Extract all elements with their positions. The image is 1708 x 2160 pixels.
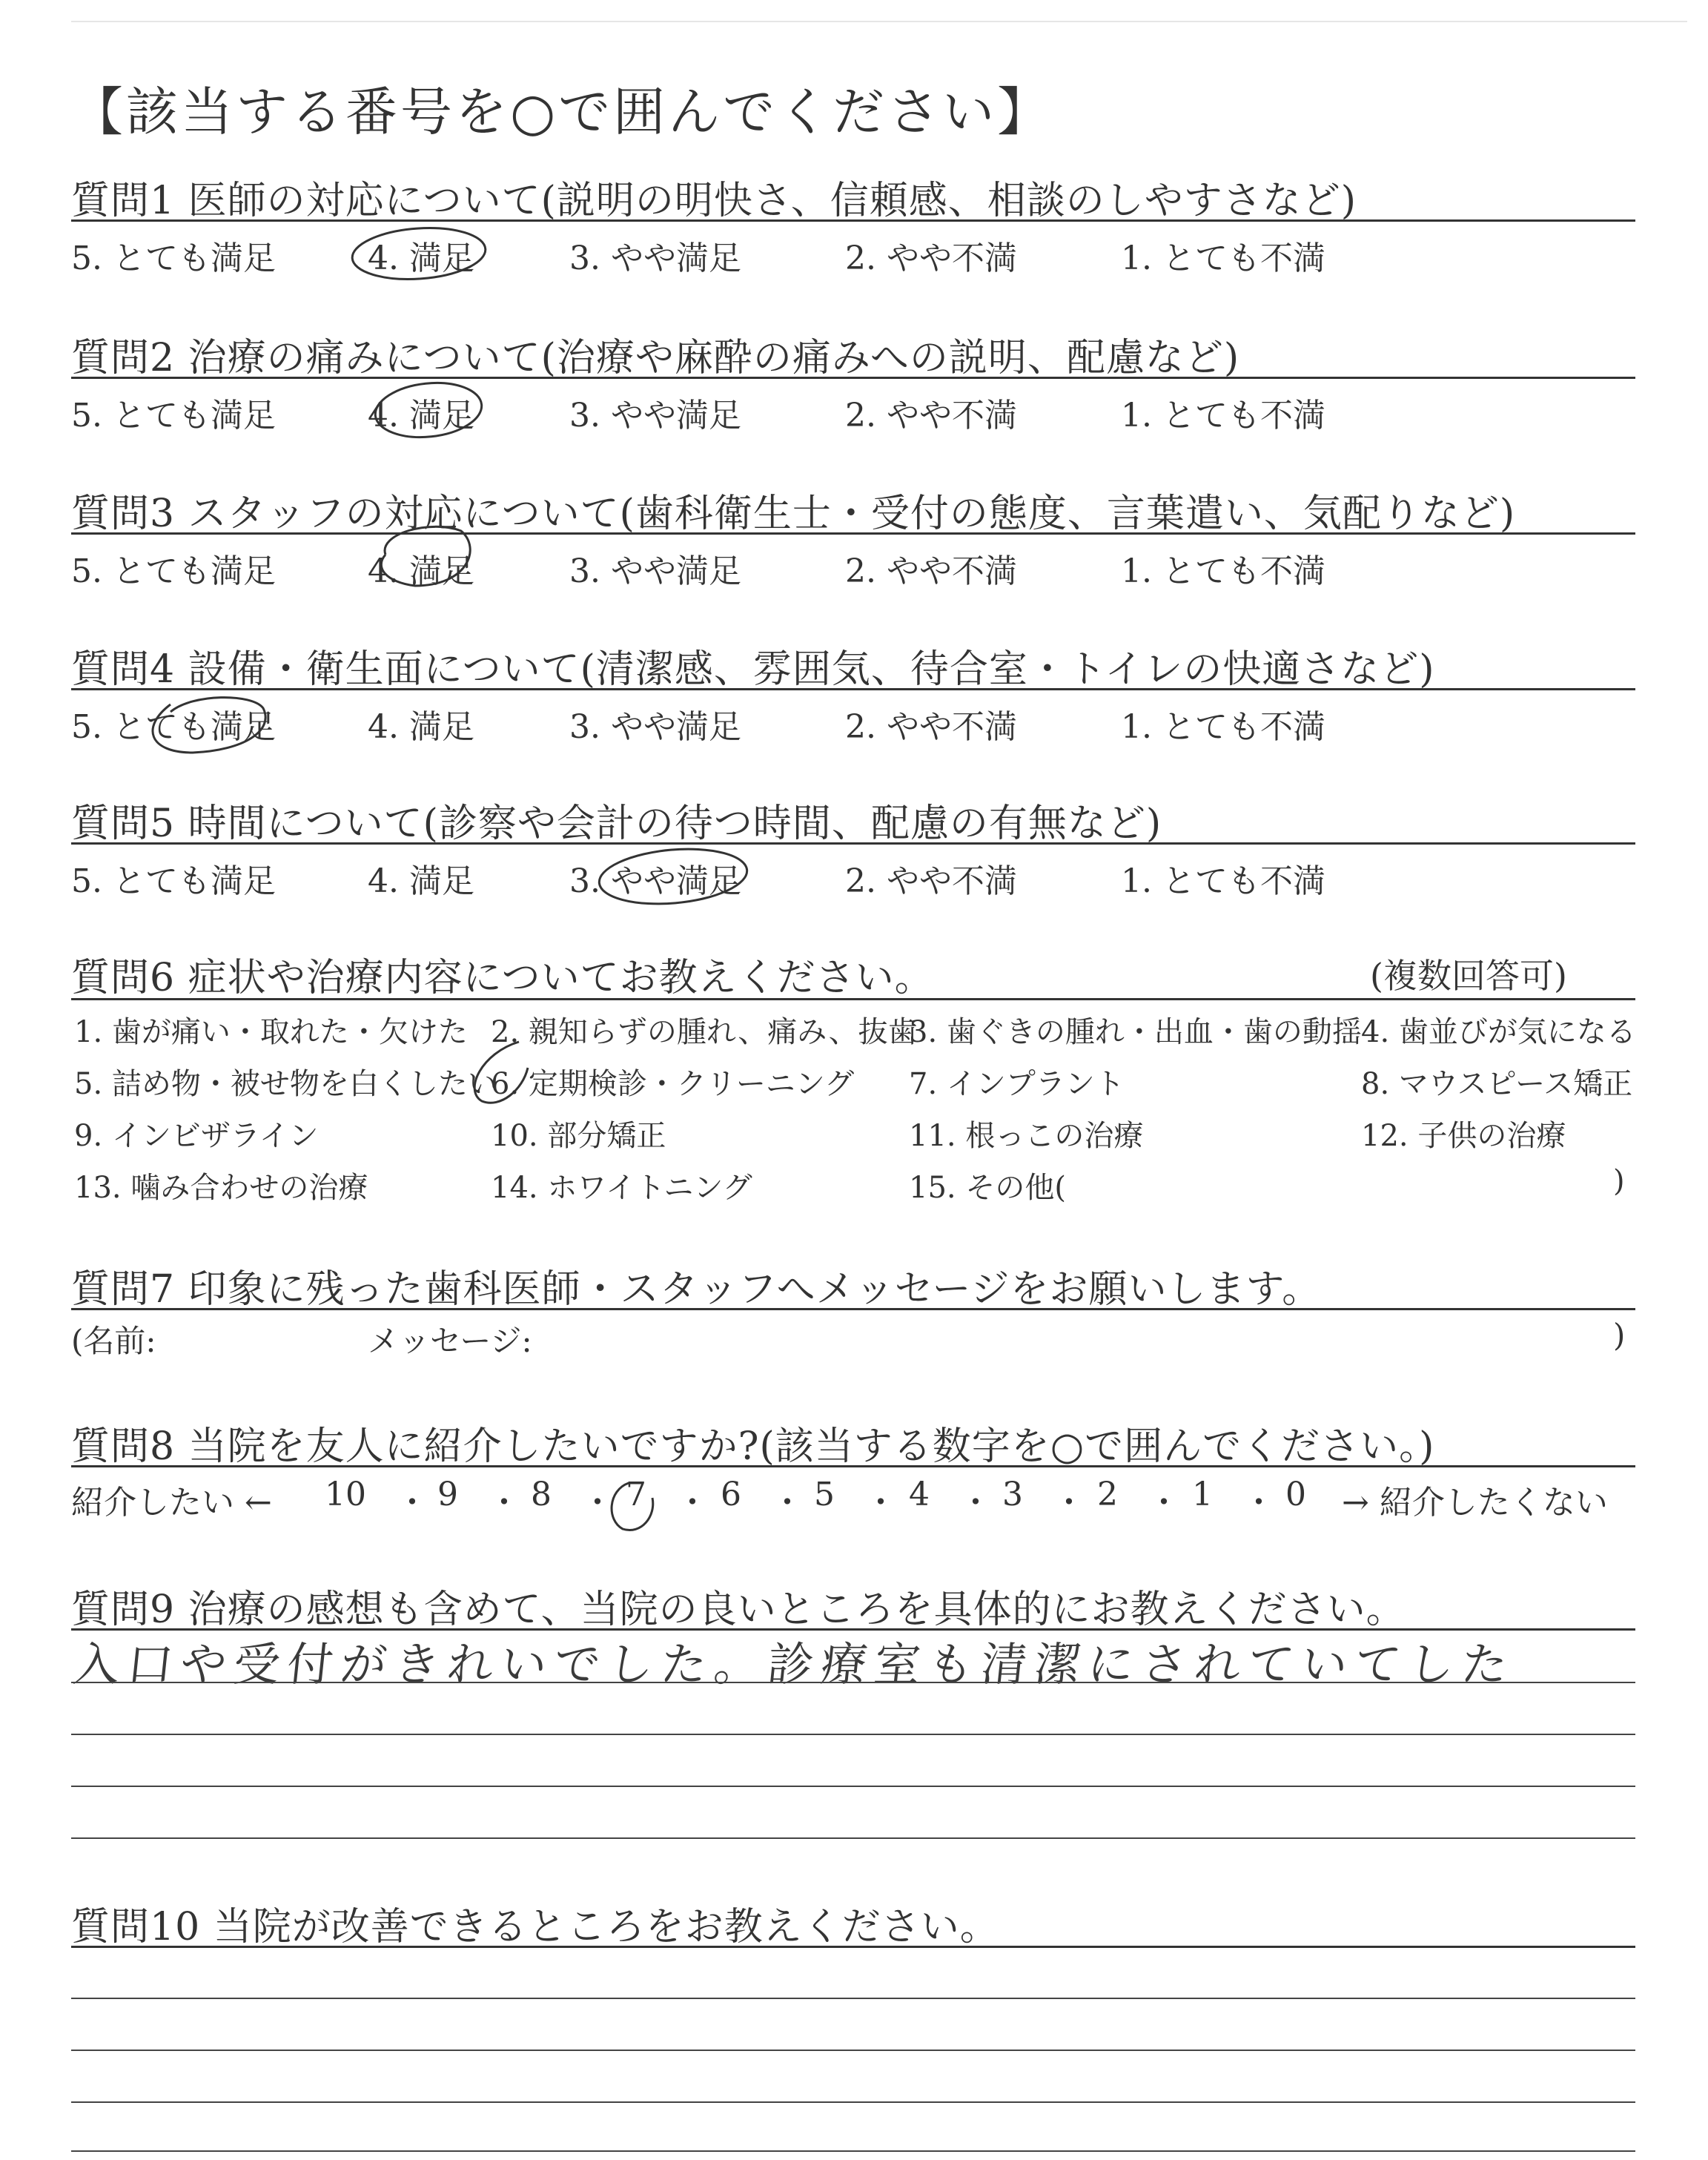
scale-number[interactable]: 6 [721,1476,741,1513]
option-2[interactable]: 2. やや不満 [845,552,1017,590]
question-6-label: 質問6 症状や治療内容についてお教えください。 [71,956,934,1000]
symptom-option[interactable]: 11. 根っこの治療 [909,1119,1144,1153]
option-2[interactable]: 2. やや不満 [845,708,1017,746]
question-5-label: 質問5 時間について(診察や会計の待つ時間、配慮の有無など) [71,802,1162,846]
question-4-label: 質問4 設備・衛生面について(清潔感、雰囲気、待合室・トイレの快適さなど) [71,647,1435,692]
symptom-option[interactable]: 14. ホワイトニング [491,1171,752,1205]
question-3-label: 質問3 スタッフの対応について(歯科衛生士・受付の態度、言葉遣い、気配りなど) [71,492,1516,536]
question-7-label: 質問7 印象に残った歯科医師・スタッフへメッセージをお願いします。 [71,1267,1322,1312]
option-2[interactable]: 2. やや不満 [845,862,1017,900]
scale-dot: ・ [676,1484,709,1522]
option-3[interactable]: 3. やや満足 [569,708,741,746]
symptom-option[interactable]: 6. 定期検診・クリーニング [491,1067,855,1101]
symptom-option[interactable]: 5. 詰め物・被せ物を白くしたい [74,1067,497,1101]
question-10-label: 質問10 当院が改善できるところをお教えください。 [71,1905,999,1949]
top-border [71,21,1687,22]
scale-number[interactable]: 0 [1285,1476,1306,1513]
symptom-option[interactable]: 4. 歯並びが気になる [1361,1015,1636,1049]
answer-line [71,2101,1635,2103]
q7-message-label: メッセージ: [368,1323,532,1359]
answer-line [71,1998,1635,1999]
scale-dot: ・ [488,1484,520,1522]
symptom-option[interactable]: 8. マウスピース矯正 [1361,1067,1633,1101]
option-1[interactable]: 1. とても不満 [1121,397,1325,435]
symptom-option[interactable]: 2. 親知らずの腫れ、痛み、抜歯 [491,1015,918,1049]
symptom-option[interactable]: 1. 歯が痛い・取れた・欠けた [74,1015,468,1049]
option-5[interactable]: 5. とても満足 [71,708,276,746]
question-2-label: 質問2 治療の痛みについて(治療や麻酔の痛みへの説明、配慮など) [71,336,1240,380]
divider [71,688,1635,690]
q7-close-paren: ) [1613,1317,1626,1353]
answer-line [71,1837,1635,1839]
scale-dot: ・ [1148,1484,1180,1522]
option-4[interactable]: 4. 満足 [368,708,474,746]
page-title: 【該当する番号を○で囲んでください】 [71,82,1053,142]
divider [71,1308,1635,1310]
scale-dot: ・ [1053,1484,1085,1522]
symptom-option[interactable]: 3. 歯ぐきの腫れ・出血・歯の動揺 [909,1015,1362,1049]
divider [71,998,1635,1000]
scale-left-label: 紹介したい ← [71,1484,272,1522]
option-3[interactable]: 3. やや満足 [569,397,741,435]
scale-right-label: → 紹介したくない [1342,1484,1608,1522]
symptom-option[interactable]: 7. インプラント [909,1067,1125,1101]
question-9-label: 質問9 治療の感想も含めて、当院の良いところを具体的にお教えください。 [71,1588,1406,1632]
scale-number[interactable]: 2 [1097,1476,1118,1513]
answer-line [71,1734,1635,1735]
option-3[interactable]: 3. やや満足 [569,240,741,277]
answer-line [71,1682,1635,1683]
divider [71,842,1635,845]
answer-line [71,2150,1635,2152]
recommend-scale [71,1476,1643,1520]
divider [71,1465,1635,1467]
divider [71,219,1635,222]
symptom-option[interactable]: 12. 子供の治療 [1361,1119,1566,1153]
scale-number[interactable]: 1 [1192,1476,1213,1513]
option-3[interactable]: 3. やや満足 [569,862,741,900]
option-4[interactable]: 4. 満足 [368,397,474,435]
symptom-option[interactable]: 9. インビザライン [74,1119,319,1153]
question-1-label: 質問1 医師の対応について(説明の明快さ、信頼感、相談のしやすさなど) [71,179,1357,223]
question-8-label: 質問8 当院を友人に紹介したいですか?(該当する数字を○で囲んでください。) [71,1424,1435,1469]
symptom-option[interactable]: 13. 噛み合わせの治療 [74,1171,368,1205]
option-2[interactable]: 2. やや不満 [845,240,1017,277]
scale-number[interactable]: 9 [437,1476,458,1513]
option-4[interactable]: 4. 満足 [368,552,474,590]
q7-name-label: (名前: [71,1323,156,1359]
option-1[interactable]: 1. とても不満 [1121,708,1325,746]
answer-line [71,2050,1635,2051]
question-3-options [71,544,1635,589]
question-6-options [71,1008,1643,1231]
scale-dot: ・ [864,1484,897,1522]
option-1[interactable]: 1. とても不満 [1121,862,1325,900]
scale-number[interactable]: 5 [814,1476,835,1513]
option-5[interactable]: 5. とても満足 [71,240,276,277]
scale-number[interactable]: 4 [909,1476,930,1513]
symptom-option[interactable]: 15. その他( [909,1171,1066,1205]
option-5[interactable]: 5. とても満足 [71,397,276,435]
scale-dot: ・ [959,1484,992,1522]
option-1[interactable]: 1. とても不満 [1121,240,1325,277]
scale-number[interactable]: 7 [626,1476,646,1513]
scale-number[interactable]: 8 [531,1476,552,1513]
handwritten-answer: 入口や受付がきれいでした。診療室も清潔にされていてした [70,1637,1518,1691]
scale-number[interactable]: 3 [1002,1476,1023,1513]
option-4[interactable]: 4. 満足 [368,240,474,277]
option-5[interactable]: 5. とても満足 [71,552,276,590]
question-1-options [71,231,1635,276]
symptom-option[interactable]: 10. 部分矯正 [491,1119,666,1153]
option-3[interactable]: 3. やや満足 [569,552,741,590]
option-4[interactable]: 4. 満足 [368,862,474,900]
option-2[interactable]: 2. やや不満 [845,397,1017,435]
question-2-options [71,389,1635,433]
scale-number[interactable]: 10 [325,1476,366,1513]
scale-dot: ・ [1242,1484,1275,1522]
question-5-options [71,854,1635,899]
scale-dot: ・ [581,1484,614,1522]
question-4-options [71,700,1635,744]
scale-dot: ・ [396,1484,428,1522]
answer-line [71,1786,1635,1787]
scale-dot: ・ [771,1484,804,1522]
other-close-paren: ) [1613,1164,1625,1198]
divider [71,1946,1635,1948]
option-5[interactable]: 5. とても満足 [71,862,276,900]
divider [71,377,1635,379]
option-1[interactable]: 1. とても不満 [1121,552,1325,590]
question-6-note: (複数回答可) [1370,956,1567,996]
divider [71,532,1635,535]
